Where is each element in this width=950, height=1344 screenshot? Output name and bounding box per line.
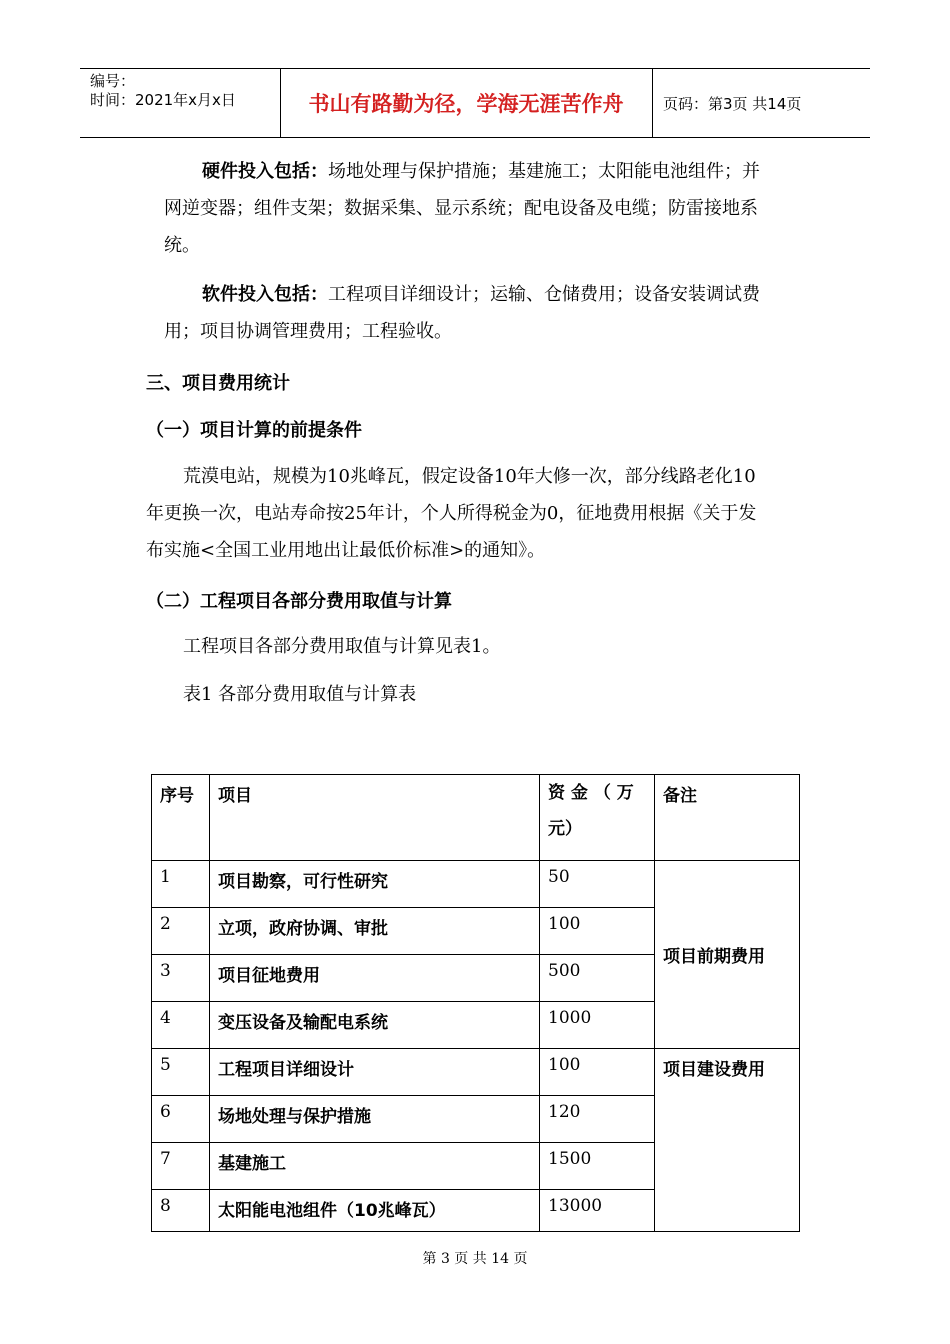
software-lead: 软件投入包括： [202,284,328,305]
row-fund: 1000 [540,1002,655,1049]
row-fund: 50 [540,861,655,908]
header-page-info: 页码：第3页 共14页 [663,94,802,113]
header-no: 序号 [152,775,210,861]
hardware-line2: 网逆变器；组件支架；数据采集、显示系统；配电设备及电缆；防雷接地系 [164,198,758,219]
table-row [152,1049,800,1096]
condition-line1: 荒漠电站，规模为10兆峰瓦，假定设备10年大修一次，部分线路老化10 [183,466,756,487]
hardware-lead: 硬件投入包括： [202,161,328,182]
hardware-line1 [202,153,760,190]
table-row [152,861,800,908]
condition-line2: 年更换一次，电站寿命按25年计，个人所得税金为0，征地费用根据《关于发 [146,503,757,524]
row-item: 变压设备及输配电系统 [210,1002,540,1049]
condition-line3: 布实施<全国工业用地出让最低价标准>的通知》。 [146,540,546,561]
software-line1 [202,276,760,313]
row-item: 项目勘察，可行性研究 [210,861,540,908]
header-fund [540,775,655,861]
row-no: 4 [152,1002,210,1049]
note-preliminary: 项目前期费用 [655,861,800,1049]
page-header [80,68,870,138]
row-item: 场地处理与保护措施 [210,1096,540,1143]
row-fund: 100 [540,1049,655,1096]
header-note: 备注 [655,775,800,861]
section-heading: 三、项目费用统计 [146,373,290,394]
row-item: 太阳能电池组件（10兆峰瓦） [210,1190,540,1232]
row-fund: 120 [540,1096,655,1143]
row-fund: 13000 [540,1190,655,1232]
row-no: 1 [152,861,210,908]
row-no: 5 [152,1049,210,1096]
header-item: 项目 [210,775,540,861]
table-header-row [152,775,800,861]
hardware-line3: 统。 [164,235,200,256]
row-no: 7 [152,1143,210,1190]
row-item: 工程项目详细设计 [210,1049,540,1096]
subsection-heading-2: （二）工程项目各部分费用取值与计算 [146,591,452,612]
note-construction: 项目建设费用 [655,1049,800,1232]
row-fund: 500 [540,955,655,1002]
row-fund: 1500 [540,1143,655,1190]
hardware-text1: 场地处理与保护措施；基建施工；太阳能电池组件；并 [328,161,760,182]
fee-table [151,774,800,1232]
row-item: 立项，政府协调、审批 [210,908,540,955]
row-item: 项目征地费用 [210,955,540,1002]
header-meta [80,69,281,137]
header-fund-line2: 元） [548,819,582,839]
calculation-text: 工程项目各部分费用取值与计算见表1。 [183,636,501,657]
row-no: 2 [152,908,210,955]
header-slogan: 书山有路勤为径，学海无涯苦作舟 [280,69,653,137]
header-time: 时间：2021年x月x日 [90,91,236,109]
row-no: 8 [152,1190,210,1232]
software-text1: 工程项目详细设计；运输、仓储费用；设备安装调试费 [328,284,760,305]
table-caption: 表1 各部分费用取值与计算表 [183,684,417,705]
row-no: 6 [152,1096,210,1143]
row-item: 基建施工 [210,1143,540,1190]
software-line2: 用；项目协调管理费用；工程验收。 [164,321,452,342]
header-fund-line1: 资 金 （ 万 [548,783,634,803]
subsection-heading-1: （一）项目计算的前提条件 [146,420,362,441]
page-footer: 第 3 页 共 14 页 [422,1251,528,1267]
header-number: 编号： [90,72,136,90]
row-fund: 100 [540,908,655,955]
row-no: 3 [152,955,210,1002]
